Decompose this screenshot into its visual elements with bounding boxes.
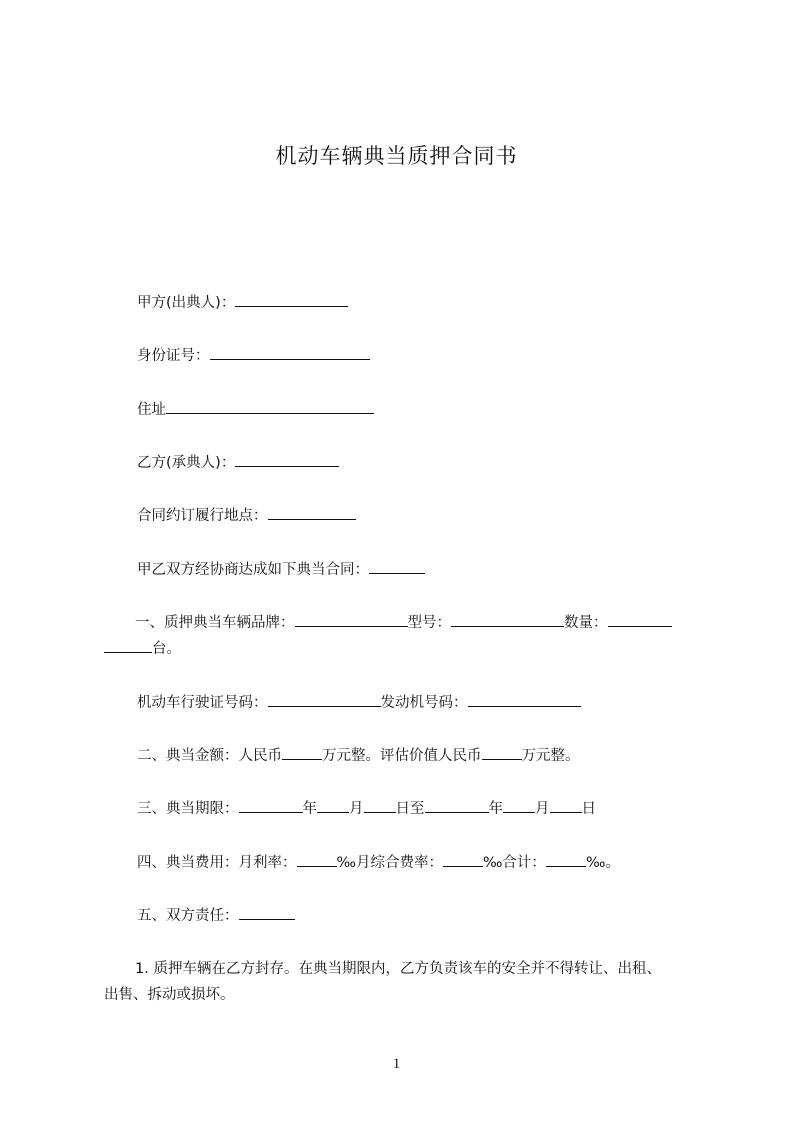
place-blank[interactable]	[268, 505, 356, 520]
quantity-blank-cont[interactable]	[104, 638, 152, 653]
start-year-blank[interactable]	[239, 798, 303, 813]
agreement-line	[137, 559, 425, 580]
id-number-label: 身份证号：	[137, 348, 210, 364]
clause1-line1: 1. 质押车辆在乙方封存。在典当期限内，乙方负责该车的安全并不得转让、出租、	[135, 961, 661, 977]
engine-blank[interactable]	[468, 692, 581, 707]
agreement-blank[interactable]	[369, 559, 425, 574]
item2-label: 二、典当金额：人民币	[137, 748, 282, 764]
item3-label: 三、典当期限：	[137, 801, 239, 817]
year-label-2: 年	[488, 801, 503, 817]
address-blank[interactable]	[166, 399, 374, 414]
end-year-blank[interactable]	[425, 798, 489, 813]
license-blank[interactable]	[268, 692, 381, 707]
address-label: 住址	[137, 402, 166, 418]
id-number-blank[interactable]	[210, 345, 370, 360]
quantity-label: 数量：	[564, 615, 608, 631]
day-label: 日	[581, 801, 596, 817]
address-line	[137, 399, 374, 420]
model-label: 型号：	[407, 615, 451, 631]
item3-line	[137, 798, 596, 819]
item5-line	[137, 905, 295, 926]
year-label: 年	[302, 801, 317, 817]
responsibility-blank[interactable]	[239, 905, 295, 920]
party-b-line	[137, 452, 339, 473]
total-rate-blank[interactable]	[546, 852, 586, 867]
party-a-blank[interactable]	[235, 292, 348, 307]
item4-end: ‰。	[585, 855, 620, 871]
quantity-blank[interactable]	[608, 612, 672, 627]
item1-continuation	[104, 638, 181, 659]
agreement-label: 甲乙双方经协商达成如下典当合同：	[137, 562, 369, 578]
license-label: 机动车行驶证号码：	[137, 695, 268, 711]
value-blank[interactable]	[482, 745, 522, 760]
place-label: 合同约订履行地点：	[137, 508, 268, 524]
engine-label: 发动机号码：	[380, 695, 468, 711]
party-b-label: 乙方(承典人)：	[137, 455, 236, 471]
amount-blank[interactable]	[282, 745, 322, 760]
item4-label: 四、典当费用：月利率：	[137, 855, 297, 871]
brand-blank[interactable]	[295, 612, 408, 627]
month-label: 月	[349, 801, 364, 817]
item2-end: 万元整。	[521, 748, 580, 764]
item2-mid: 万元整。评估价值人民币	[322, 748, 482, 764]
start-day-blank[interactable]	[364, 798, 396, 813]
model-blank[interactable]	[451, 612, 564, 627]
license-line	[137, 692, 581, 713]
item4-line	[137, 852, 620, 873]
item4-monthly: ‰月综合费率：	[336, 855, 443, 871]
party-a-label: 甲方(出典人)：	[137, 295, 236, 311]
item4-total: ‰合计：	[482, 855, 546, 871]
monthly-rate-blank[interactable]	[297, 852, 337, 867]
item2-line	[137, 745, 580, 766]
party-a-line	[137, 292, 348, 313]
item1-line	[135, 612, 672, 633]
day-to-label: 日至	[395, 801, 425, 817]
party-b-blank[interactable]	[235, 452, 339, 467]
start-month-blank[interactable]	[317, 798, 349, 813]
contract-title: 机动车辆典当质押合同书	[275, 144, 518, 168]
end-month-blank[interactable]	[503, 798, 535, 813]
clause1-line2: 出售、拆动或损坏。	[104, 987, 235, 1003]
item1-label: 一、质押典当车辆品牌：	[135, 615, 295, 631]
unit-label: 台。	[152, 641, 181, 657]
month-label-2: 月	[535, 801, 550, 817]
end-day-blank[interactable]	[550, 798, 582, 813]
composite-rate-blank[interactable]	[443, 852, 483, 867]
item5-label: 五、双方责任：	[137, 908, 239, 924]
place-line	[137, 505, 356, 526]
page-number: 1	[392, 1056, 401, 1072]
id-number-line	[137, 345, 370, 366]
